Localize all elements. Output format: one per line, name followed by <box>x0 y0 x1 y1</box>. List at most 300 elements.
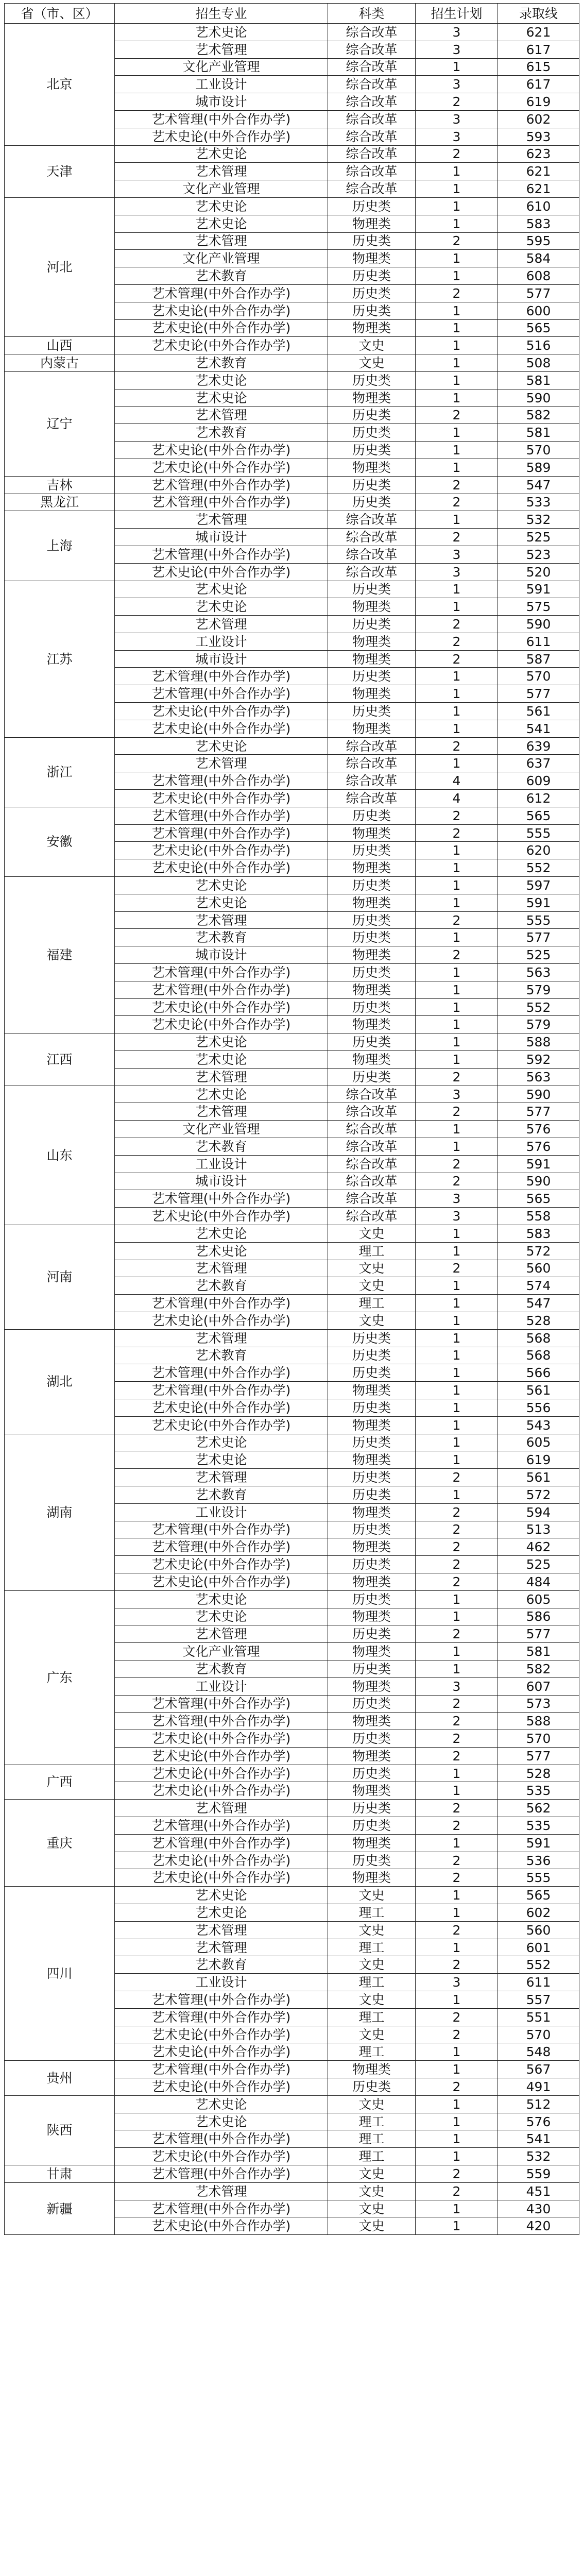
score-cell: 508 <box>498 354 579 372</box>
plan-cell: 3 <box>416 1677 498 1695</box>
major-cell: 艺术史论 <box>115 371 328 389</box>
table-row <box>5 2095 579 2113</box>
plan-cell: 2 <box>416 824 498 842</box>
score-cell: 512 <box>498 2095 579 2113</box>
score-cell: 562 <box>498 1800 579 1817</box>
major-cell: 艺术史论(中外合作办学) <box>115 2026 328 2043</box>
score-cell: 570 <box>498 442 579 459</box>
major-cell: 城市设计 <box>115 946 328 964</box>
major-cell: 艺术史论(中外合作办学) <box>115 459 328 476</box>
major-cell: 艺术管理 <box>115 163 328 180</box>
plan-cell: 3 <box>416 128 498 145</box>
score-cell: 528 <box>498 1765 579 1782</box>
plan-cell: 1 <box>416 1242 498 1260</box>
score-cell: 525 <box>498 529 579 546</box>
major-cell: 艺术史论(中外合作办学) <box>115 563 328 581</box>
score-cell: 557 <box>498 1991 579 2009</box>
score-cell: 568 <box>498 1347 579 1364</box>
major-cell: 艺术教育 <box>115 1486 328 1503</box>
category-cell: 历史类 <box>328 1695 416 1713</box>
score-cell: 532 <box>498 511 579 529</box>
plan-cell: 1 <box>416 842 498 859</box>
category-cell: 理工 <box>328 2148 416 2165</box>
category-cell: 历史类 <box>328 1556 416 1573</box>
score-cell: 581 <box>498 371 579 389</box>
major-cell: 艺术史论(中外合作办学) <box>115 337 328 354</box>
plan-cell: 1 <box>416 877 498 894</box>
category-cell: 历史类 <box>328 267 416 285</box>
plan-cell: 1 <box>416 2217 498 2235</box>
score-cell: 583 <box>498 215 579 232</box>
plan-cell: 2 <box>416 911 498 929</box>
category-cell: 综合改革 <box>328 110 416 128</box>
table-row <box>5 1225 579 1242</box>
plan-cell: 2 <box>416 650 498 668</box>
major-cell: 艺术管理(中外合作办学) <box>115 110 328 128</box>
category-cell: 物理类 <box>328 598 416 616</box>
province-cell: 安徽 <box>5 807 115 876</box>
category-cell: 物理类 <box>328 650 416 668</box>
major-cell: 文化产业管理 <box>115 1643 328 1660</box>
province-cell: 山东 <box>5 1086 115 1225</box>
plan-cell: 1 <box>416 1904 498 1922</box>
plan-cell: 2 <box>416 1503 498 1521</box>
plan-cell: 1 <box>416 267 498 285</box>
major-cell: 艺术管理(中外合作办学) <box>115 964 328 981</box>
category-cell: 物理类 <box>328 1573 416 1590</box>
score-cell: 592 <box>498 1051 579 1069</box>
major-cell: 艺术管理(中外合作办学) <box>115 685 328 703</box>
category-cell: 综合改革 <box>328 76 416 93</box>
major-cell: 艺术管理(中外合作办学) <box>115 1364 328 1382</box>
category-cell: 物理类 <box>328 1834 416 1852</box>
score-cell: 462 <box>498 1538 579 1556</box>
major-cell: 艺术史论 <box>115 1225 328 1242</box>
major-cell: 艺术管理(中外合作办学) <box>115 1521 328 1538</box>
plan-cell: 1 <box>416 598 498 616</box>
category-cell: 物理类 <box>328 685 416 703</box>
major-cell: 文化产业管理 <box>115 250 328 267</box>
score-cell: 579 <box>498 1016 579 1033</box>
major-cell: 艺术教育 <box>115 354 328 372</box>
category-cell: 综合改革 <box>328 546 416 563</box>
score-cell: 591 <box>498 581 579 598</box>
major-cell: 艺术管理(中外合作办学) <box>115 284 328 302</box>
category-cell: 历史类 <box>328 1033 416 1051</box>
category-cell: 历史类 <box>328 424 416 442</box>
table-row <box>5 371 579 389</box>
major-cell: 工业设计 <box>115 633 328 650</box>
score-cell: 602 <box>498 110 579 128</box>
score-cell: 560 <box>498 1921 579 1939</box>
score-cell: 533 <box>498 494 579 511</box>
score-cell: 597 <box>498 877 579 894</box>
plan-cell: 2 <box>416 616 498 633</box>
score-cell: 611 <box>498 1974 579 1991</box>
plan-cell: 1 <box>416 1590 498 1608</box>
plan-cell: 3 <box>416 41 498 58</box>
score-cell: 555 <box>498 1869 579 1887</box>
plan-cell: 1 <box>416 1643 498 1660</box>
category-cell: 文史 <box>328 2200 416 2217</box>
score-cell: 547 <box>498 476 579 494</box>
plan-cell: 1 <box>416 981 498 998</box>
score-cell: 621 <box>498 180 579 198</box>
major-cell: 工业设计 <box>115 1155 328 1173</box>
plan-cell: 1 <box>416 1016 498 1033</box>
score-cell: 584 <box>498 250 579 267</box>
plan-cell: 1 <box>416 302 498 319</box>
major-cell: 艺术管理 <box>115 511 328 529</box>
category-cell: 历史类 <box>328 1817 416 1835</box>
major-cell: 艺术教育 <box>115 1660 328 1677</box>
plan-cell: 2 <box>416 1869 498 1887</box>
table-row <box>5 1887 579 1904</box>
score-cell: 581 <box>498 1643 579 1660</box>
category-cell: 历史类 <box>328 1347 416 1364</box>
plan-cell: 1 <box>416 1138 498 1156</box>
province-cell: 甘肃 <box>5 2165 115 2183</box>
major-cell: 艺术史论(中外合作办学) <box>115 1730 328 1748</box>
province-cell: 陕西 <box>5 2095 115 2165</box>
category-cell: 历史类 <box>328 703 416 720</box>
plan-cell: 2 <box>416 2026 498 2043</box>
plan-cell: 2 <box>416 406 498 424</box>
category-cell: 历史类 <box>328 442 416 459</box>
major-cell: 艺术管理(中外合作办学) <box>115 546 328 563</box>
category-cell: 文史 <box>328 1991 416 2009</box>
score-cell: 620 <box>498 842 579 859</box>
category-cell: 文史 <box>328 354 416 372</box>
category-cell: 历史类 <box>328 1660 416 1677</box>
category-cell: 历史类 <box>328 1434 416 1451</box>
plan-cell: 1 <box>416 703 498 720</box>
plan-cell: 1 <box>416 998 498 1016</box>
major-cell: 艺术史论 <box>115 145 328 163</box>
category-cell: 历史类 <box>328 807 416 824</box>
plan-cell: 3 <box>416 1190 498 1208</box>
category-cell: 物理类 <box>328 215 416 232</box>
category-cell: 文史 <box>328 1277 416 1295</box>
score-cell: 611 <box>498 633 579 650</box>
category-cell: 历史类 <box>328 668 416 685</box>
category-cell: 文史 <box>328 2165 416 2183</box>
plan-cell: 1 <box>416 1033 498 1051</box>
score-cell: 516 <box>498 337 579 354</box>
category-cell: 综合改革 <box>328 1173 416 1190</box>
major-cell: 艺术管理(中外合作办学) <box>115 1538 328 1556</box>
score-cell: 523 <box>498 546 579 563</box>
major-cell: 艺术史论 <box>115 1887 328 1904</box>
category-cell: 文史 <box>328 1921 416 1939</box>
plan-cell: 2 <box>416 1921 498 1939</box>
score-cell: 581 <box>498 424 579 442</box>
score-cell: 567 <box>498 2061 579 2078</box>
plan-cell: 1 <box>416 197 498 215</box>
plan-cell: 1 <box>416 581 498 598</box>
score-cell: 561 <box>498 703 579 720</box>
plan-cell: 2 <box>416 946 498 964</box>
plan-cell: 1 <box>416 1939 498 1956</box>
score-cell: 593 <box>498 128 579 145</box>
category-cell: 物理类 <box>328 1608 416 1625</box>
score-cell: 591 <box>498 1834 579 1852</box>
province-cell: 北京 <box>5 24 115 146</box>
category-cell: 历史类 <box>328 406 416 424</box>
category-cell: 综合改革 <box>328 1190 416 1208</box>
score-cell: 525 <box>498 946 579 964</box>
category-cell: 物理类 <box>328 981 416 998</box>
major-cell: 艺术史论(中外合作办学) <box>115 2043 328 2061</box>
major-cell: 艺术史论(中外合作办学) <box>115 703 328 720</box>
category-cell: 理工 <box>328 1974 416 1991</box>
score-cell: 619 <box>498 93 579 111</box>
score-cell: 577 <box>498 1747 579 1765</box>
major-cell: 艺术教育 <box>115 1347 328 1364</box>
plan-cell: 1 <box>416 894 498 911</box>
category-cell: 综合改革 <box>328 737 416 755</box>
score-cell: 558 <box>498 1208 579 1225</box>
major-cell: 艺术史论 <box>115 197 328 215</box>
major-cell: 工业设计 <box>115 1974 328 1991</box>
major-cell: 艺术管理(中外合作办学) <box>115 476 328 494</box>
score-cell: 577 <box>498 929 579 946</box>
plan-cell: 1 <box>416 1765 498 1782</box>
category-cell: 历史类 <box>328 1068 416 1086</box>
score-cell: 559 <box>498 2165 579 2183</box>
score-cell: 570 <box>498 668 579 685</box>
score-cell: 639 <box>498 737 579 755</box>
score-cell: 565 <box>498 1887 579 1904</box>
major-cell: 艺术管理(中外合作办学) <box>115 1817 328 1835</box>
plan-cell: 3 <box>416 76 498 93</box>
major-cell: 艺术管理 <box>115 911 328 929</box>
category-cell: 历史类 <box>328 1730 416 1748</box>
category-cell: 综合改革 <box>328 1086 416 1103</box>
major-cell: 艺术史论(中外合作办学) <box>115 1312 328 1329</box>
category-cell: 历史类 <box>328 581 416 598</box>
category-cell: 理工 <box>328 1242 416 1260</box>
province-cell: 山西 <box>5 337 115 354</box>
category-cell: 综合改革 <box>328 145 416 163</box>
major-cell: 艺术管理(中外合作办学) <box>115 981 328 998</box>
table-row <box>5 145 579 163</box>
plan-cell: 1 <box>416 58 498 76</box>
score-cell: 591 <box>498 1155 579 1173</box>
major-cell: 艺术史论(中外合作办学) <box>115 302 328 319</box>
major-cell: 艺术史论 <box>115 1033 328 1051</box>
plan-cell: 1 <box>416 964 498 981</box>
category-cell: 物理类 <box>328 1451 416 1469</box>
plan-cell: 1 <box>416 2113 498 2130</box>
major-cell: 艺术管理(中外合作办学) <box>115 2200 328 2217</box>
category-cell: 历史类 <box>328 302 416 319</box>
province-cell: 湖南 <box>5 1434 115 1590</box>
plan-cell: 2 <box>416 476 498 494</box>
score-cell: 577 <box>498 685 579 703</box>
category-cell: 历史类 <box>328 964 416 981</box>
plan-cell: 2 <box>416 1538 498 1556</box>
score-cell: 525 <box>498 1556 579 1573</box>
category-cell: 文史 <box>328 2095 416 2113</box>
category-cell: 历史类 <box>328 1486 416 1503</box>
table-row <box>5 1590 579 1608</box>
major-cell: 艺术管理 <box>115 1921 328 1939</box>
major-cell: 艺术管理(中外合作办学) <box>115 1295 328 1312</box>
category-cell: 理工 <box>328 2008 416 2026</box>
plan-cell: 3 <box>416 546 498 563</box>
score-cell: 560 <box>498 1260 579 1277</box>
major-cell: 艺术史论 <box>115 1904 328 1922</box>
score-cell: 541 <box>498 2130 579 2148</box>
plan-cell: 2 <box>416 2182 498 2200</box>
score-cell: 565 <box>498 319 579 337</box>
plan-cell: 1 <box>416 180 498 198</box>
major-cell: 艺术史论(中外合作办学) <box>115 720 328 737</box>
category-cell: 文史 <box>328 1887 416 1904</box>
category-cell: 文史 <box>328 1225 416 1242</box>
score-cell: 565 <box>498 1190 579 1208</box>
major-cell: 城市设计 <box>115 529 328 546</box>
plan-cell: 1 <box>416 720 498 737</box>
major-cell: 艺术管理(中外合作办学) <box>115 772 328 790</box>
score-cell: 520 <box>498 563 579 581</box>
major-cell: 艺术史论 <box>115 24 328 41</box>
major-cell: 艺术管理(中外合作办学) <box>115 2061 328 2078</box>
plan-cell: 1 <box>416 1225 498 1242</box>
major-cell: 艺术史论(中外合作办学) <box>115 2078 328 2096</box>
plan-cell: 2 <box>416 1730 498 1748</box>
score-cell: 576 <box>498 1121 579 1138</box>
major-cell: 艺术史论 <box>115 215 328 232</box>
category-cell: 理工 <box>328 1295 416 1312</box>
table-body <box>5 24 579 2235</box>
major-cell: 艺术史论(中外合作办学) <box>115 859 328 877</box>
table-row <box>5 1765 579 1782</box>
score-cell: 535 <box>498 1817 579 1835</box>
category-cell: 理工 <box>328 1939 416 1956</box>
category-cell: 历史类 <box>328 877 416 894</box>
category-cell: 综合改革 <box>328 755 416 772</box>
table-row <box>5 877 579 894</box>
plan-cell: 3 <box>416 1086 498 1103</box>
plan-cell: 1 <box>416 2148 498 2165</box>
category-cell: 综合改革 <box>328 1103 416 1121</box>
score-cell: 513 <box>498 1521 579 1538</box>
score-cell: 556 <box>498 1399 579 1416</box>
category-cell: 历史类 <box>328 1852 416 1869</box>
category-cell: 物理类 <box>328 1382 416 1399</box>
major-cell: 艺术史论 <box>115 877 328 894</box>
category-cell: 历史类 <box>328 616 416 633</box>
major-cell: 艺术史论 <box>115 1242 328 1260</box>
score-cell: 547 <box>498 1295 579 1312</box>
score-cell: 582 <box>498 1660 579 1677</box>
plan-cell: 1 <box>416 1121 498 1138</box>
major-cell: 艺术管理 <box>115 1103 328 1121</box>
header-province: 省（市、区） <box>5 4 115 24</box>
province-cell: 黑龙江 <box>5 494 115 511</box>
category-cell: 历史类 <box>328 1469 416 1486</box>
category-cell: 物理类 <box>328 1503 416 1521</box>
major-cell: 艺术史论(中外合作办学) <box>115 1782 328 1800</box>
plan-cell: 1 <box>416 755 498 772</box>
score-cell: 575 <box>498 598 579 616</box>
score-cell: 582 <box>498 406 579 424</box>
major-cell: 艺术史论(中外合作办学) <box>115 1765 328 1782</box>
plan-cell: 1 <box>416 250 498 267</box>
score-cell: 605 <box>498 1590 579 1608</box>
plan-cell: 2 <box>416 145 498 163</box>
major-cell: 艺术史论(中外合作办学) <box>115 998 328 1016</box>
category-cell: 历史类 <box>328 1364 416 1382</box>
plan-cell: 1 <box>416 2200 498 2217</box>
table-row <box>5 494 579 511</box>
category-cell: 历史类 <box>328 232 416 250</box>
major-cell: 城市设计 <box>115 93 328 111</box>
plan-cell: 1 <box>416 2130 498 2148</box>
plan-cell: 2 <box>416 1155 498 1173</box>
major-cell: 艺术管理(中外合作办学) <box>115 2008 328 2026</box>
plan-cell: 1 <box>416 389 498 406</box>
category-cell: 综合改革 <box>328 93 416 111</box>
score-cell: 610 <box>498 197 579 215</box>
header-category: 科类 <box>328 4 416 24</box>
category-cell: 文史 <box>328 337 416 354</box>
category-cell: 历史类 <box>328 197 416 215</box>
major-cell: 艺术史论 <box>115 2095 328 2113</box>
score-cell: 543 <box>498 1416 579 1434</box>
score-cell: 551 <box>498 2008 579 2026</box>
plan-cell: 2 <box>416 1173 498 1190</box>
score-cell: 552 <box>498 1956 579 1974</box>
major-cell: 艺术史论(中外合作办学) <box>115 1416 328 1434</box>
category-cell: 物理类 <box>328 859 416 877</box>
plan-cell: 3 <box>416 1974 498 1991</box>
category-cell: 综合改革 <box>328 128 416 145</box>
plan-cell: 1 <box>416 1834 498 1852</box>
category-cell: 理工 <box>328 2043 416 2061</box>
province-cell: 湖北 <box>5 1329 115 1434</box>
plan-cell: 2 <box>416 737 498 755</box>
major-cell: 艺术管理(中外合作办学) <box>115 824 328 842</box>
score-cell: 572 <box>498 1486 579 1503</box>
major-cell: 艺术管理 <box>115 755 328 772</box>
major-cell: 艺术史论(中外合作办学) <box>115 1016 328 1033</box>
plan-cell: 2 <box>416 1103 498 1121</box>
table-row <box>5 1434 579 1451</box>
category-cell: 历史类 <box>328 1765 416 1782</box>
score-cell: 594 <box>498 1503 579 1521</box>
score-cell: 552 <box>498 998 579 1016</box>
score-cell: 600 <box>498 302 579 319</box>
score-cell: 420 <box>498 2217 579 2235</box>
major-cell: 艺术管理 <box>115 1329 328 1347</box>
province-cell: 吉林 <box>5 476 115 494</box>
category-cell: 综合改革 <box>328 563 416 581</box>
category-cell: 历史类 <box>328 1521 416 1538</box>
plan-cell: 1 <box>416 1364 498 1382</box>
plan-cell: 2 <box>416 93 498 111</box>
plan-cell: 1 <box>416 1416 498 1434</box>
category-cell: 历史类 <box>328 1399 416 1416</box>
province-cell: 广东 <box>5 1590 115 1765</box>
major-cell: 艺术史论(中外合作办学) <box>115 790 328 807</box>
plan-cell: 1 <box>416 2061 498 2078</box>
plan-cell: 4 <box>416 790 498 807</box>
score-cell: 541 <box>498 720 579 737</box>
major-cell: 艺术史论(中外合作办学) <box>115 1869 328 1887</box>
